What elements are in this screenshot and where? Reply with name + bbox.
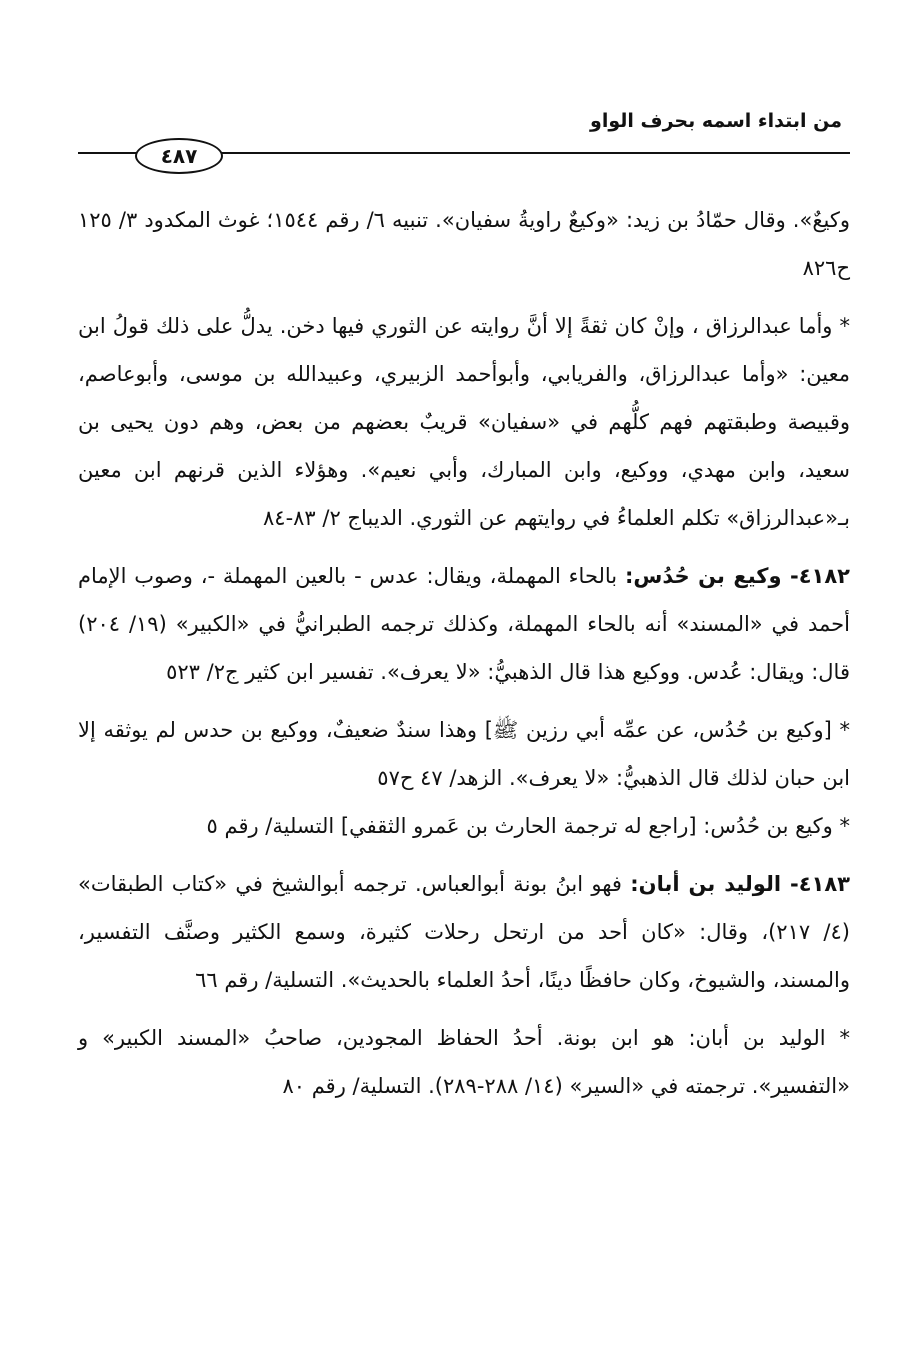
entry-4183 [78,860,850,1004]
paragraph-4 [78,706,850,802]
paragraph-text: بالحاء المهملة، ويقال: عدس - بالعين المهملة -، وصوب الإمام أحمد في «المسند» أنه بالحاء المهملة، وكذلك ترجمه الطبرانيُّ في «الكبير» (١٩/ ٢٠٤) قال: ويقال: عُدس. ووكيع هذا قال الذهبيُّ: «لا يعرف». تفسير ابن كثير ج٢/ ٥٢٣ [78,564,850,684]
page-number: ٤٨٧ [135,138,223,174]
paragraph-text: وكيعٌ». وقال حمّادُ بن زيد: «وكيعٌ راويةُ سفيان». تنبيه ٦/ رقم ١٥٤٤؛ غوث المكدود ٣/ ١٢٥ ح٨٢٦ [78,208,850,280]
paragraph-5 [78,802,850,850]
paragraph-text: * [وكيع بن حُدُس، عن عمِّه أبي رزين ﷺ] وهذا سندٌ ضعيفٌ، ووكيع بن حدس لم يوثقه إلا ابن حبان لذلك قال الذهبيُّ: «لا يعرف». الزهد/ ٤٧ ح٥٧ [78,718,850,790]
paragraph-text: فهو ابنُ بونة أبوالعباس. ترجمه أبوالشيخ في «كتاب الطبقات» (٤/ ٢١٧)، وقال: «كان أحد من ارتحل رحلات كثيرة، وسمع الكثير وصنَّف التفسير، والمسند، والشيوخ، وكان حافظًا دينًا، أحدُ العلماء بالحديث». التسلية/ رقم ٦٦ [78,872,850,992]
running-head: من ابتداء اسمه بحرف الواو [590,110,842,132]
entry-heading: ٤١٨٣- الوليد بن أبان: [630,872,851,896]
paragraph-7 [78,1014,850,1110]
paragraph-text: * الوليد بن أبان: هو ابن بونة. أحدُ الحفاظ المجودين، صاحبُ «المسند الكبير» و «التفسير». ترجمته في «السير» (١٤/ ٢٨٨-٢٨٩). التسلية/ رقم ٨٠ [78,1026,850,1098]
paragraph-text: * وكيع بن حُدُس: [راجع له ترجمة الحارث بن عَمرو الثقفي] التسلية/ رقم ٥ [206,814,850,838]
entry-4182 [78,552,850,696]
entry-heading: ٤١٨٢- وكيع بن حُدُس: [624,564,850,588]
paragraph-2 [78,302,850,542]
paragraph-1 [78,196,850,292]
page-body [78,196,850,1120]
paragraph-text: * وأما عبدالرزاق ، وإنْ كان ثقةً إلا أنَّ روايته عن الثوري فيها دخن. يدلُّ على ذلك قولُ ابن معين: «وأما عبدالرزاق، والفريابي، وأبوأحمد الزبيري، وعبيدالله بن موسى، وأبوعاصم، وقبيصة وطبقتهم فهم كلُّهم في «سفيان» قريبٌ بعضهم من بعض، وهم دون يحيى بن سعيد، وابن مهدي، ووكيع، وابن المبارك، وأبي نعيم». وهؤلاء الذين قرنهم ابن معين بـ«عبدالرزاق» تكلم العلماءُ في روايتهم عن الثوري. الديباج ٢/ ٨٣-٨٤ [78,314,850,530]
